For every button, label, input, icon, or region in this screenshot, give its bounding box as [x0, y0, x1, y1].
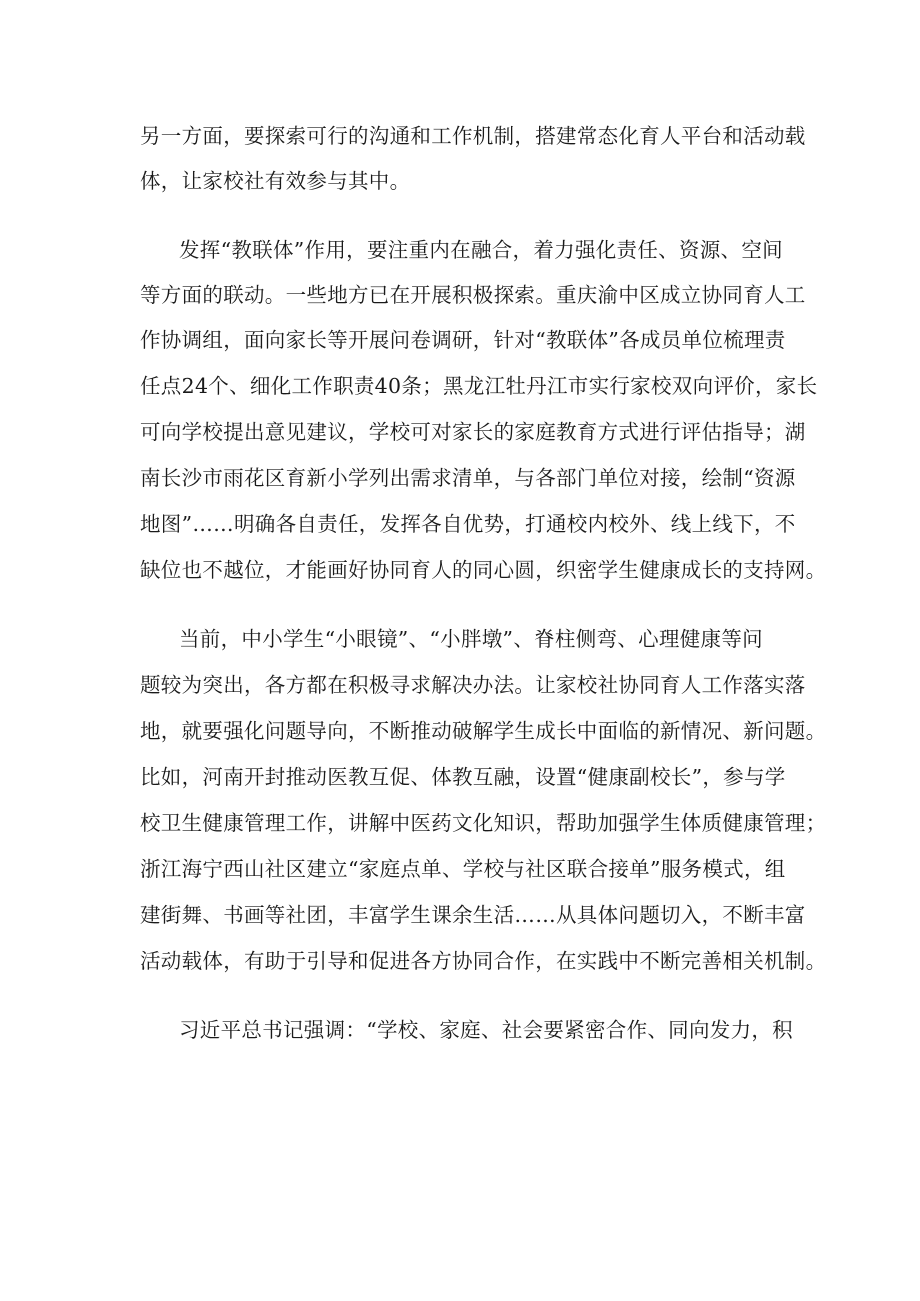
- text-line: 习近平总书记强调：“学校、家庭、社会要紧密合作、同向发力，积: [179, 1018, 793, 1042]
- text-line: 当前，中小学生“小眼镜”、“小胖墩”、脊柱侧弯、心理健康等问: [179, 627, 763, 651]
- text-line: 体，让家校社有效参与其中。: [140, 169, 411, 193]
- text-line: 浙江海宁西山社区建立“家庭点单、学校与社区联合接单”服务模式，组: [140, 857, 786, 881]
- text-line: 等方面的联动。一些地方已在开展积极探索。重庆渝中区成立协同育人工: [140, 283, 806, 307]
- text-line: 地，就要强化问题导向，不断推动破解学生成长中面临的新情况、新问题。: [140, 719, 827, 743]
- text-line: 发挥“教联体”作用，要注重内在融合，着力强化责任、资源、空间: [179, 238, 783, 262]
- text-line: 另一方面，要探索可行的沟通和工作机制，搭建常态化育人平台和活动载: [140, 124, 806, 148]
- text-line: 题较为突出，各方都在积极寻求解决办法。让家校社协同育人工作落实落: [140, 673, 806, 697]
- text-line: 地图”……明确各自责任，发挥各自优势，打通校内校外、线上线下，不: [140, 512, 796, 536]
- text-line: 校卫生健康管理工作，讲解中医药文化知识，帮助加强学生体质健康管理；: [140, 811, 827, 835]
- text-line: 比如，河南开封推动医教互促、体教互融，设置“健康副校长”，参与学: [140, 765, 786, 789]
- text-line: 缺位也不越位，才能画好协同育人的同心圆，织密学生健康成长的支持网。: [140, 558, 827, 582]
- text-line: 作协调组，面向家长等开展问卷调研，针对“教联体”各成员单位梳理责: [140, 328, 786, 352]
- text-line: 任点24个、细化工作职责40条；黑龙江牡丹江市实行家校双向评价，家长: [140, 374, 818, 398]
- text-line: 南长沙市雨花区育新小学列出需求清单，与各部门单位对接，绘制“资源: [140, 466, 796, 490]
- text-line: 建街舞、书画等社团，丰富学生课余生活……从具体问题切入，不断丰富: [140, 903, 806, 927]
- text-line: 活动载体，有助于引导和促进各方协同合作，在实践中不断完善相关机制。: [140, 949, 827, 973]
- text-line: 可向学校提出意见建议，学校可对家长的家庭教育方式进行评估指导；湖: [140, 420, 806, 444]
